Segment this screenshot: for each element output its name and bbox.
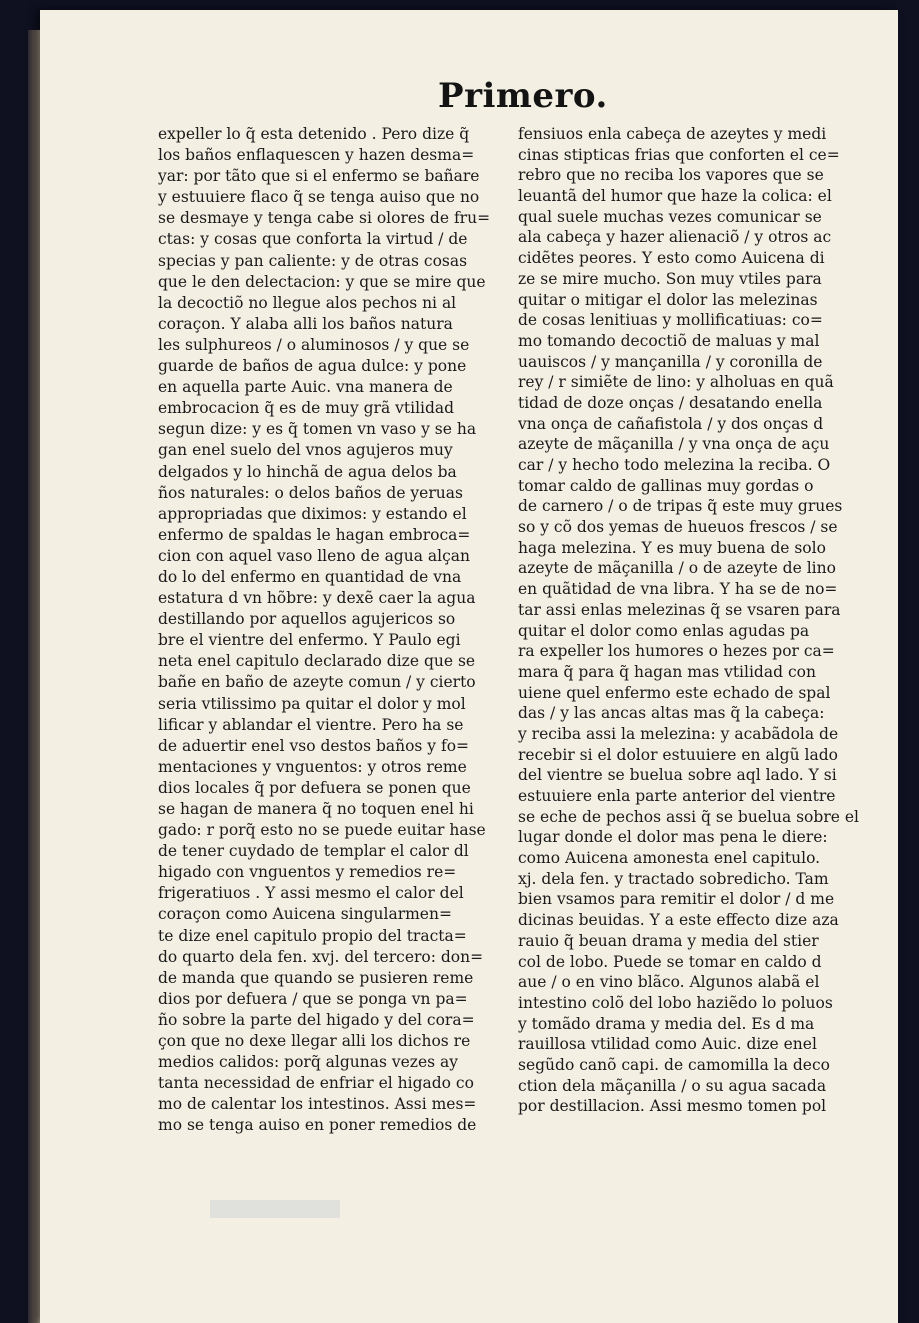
text-line: coraçon como Auicena singularmen= bbox=[158, 905, 452, 924]
text-line: çon que no dexe llegar alli los dichos re bbox=[158, 1032, 471, 1051]
text-line: car / y hecho todo melezina la reciba. O bbox=[518, 456, 831, 474]
text-line: enfermo de spaldas le hagan embroca= bbox=[158, 525, 471, 544]
text-line: embrocacion q̃ es de muy grã vtilidad bbox=[158, 399, 455, 418]
text-line: mara q̃ para q̃ hagan mas vtilidad con bbox=[518, 662, 816, 681]
text-line: en quãtidad de vna libra. Y ha se de no= bbox=[518, 580, 838, 599]
text-line: en aquella parte Auic. vna manera de bbox=[158, 378, 453, 397]
text-line: de manda que quando se pusieren reme bbox=[158, 968, 474, 987]
text-line: los baños enflaquescen y hazen desma= bbox=[158, 146, 475, 165]
text-line: por destillacion. Assi mesmo tomen pol bbox=[518, 1097, 827, 1116]
text-line: appropriadas que diximos: y estando el bbox=[158, 504, 467, 523]
text-line: yar: por tãto que si el enfermo se bañare bbox=[158, 167, 480, 186]
text-line: frigeratiuos . Y assi mesmo el calor del bbox=[158, 884, 464, 903]
text-line: azeyte de mãçanilla / y vna onça de açu bbox=[518, 435, 830, 454]
text-line: del vientre se buelua sobre aql lado. Y si bbox=[518, 766, 837, 785]
text-line: de tener cuydado de templar el calor dl bbox=[158, 842, 469, 861]
text-line: ños naturales: o delos baños de yeruas bbox=[158, 483, 463, 502]
text-line: guarde de baños de agua dulce: y pone bbox=[158, 357, 467, 376]
text-line: lugar donde el dolor mas pena le diere: bbox=[518, 828, 828, 847]
text-line: seria vtilissimo pa quitar el dolor y mol bbox=[158, 694, 466, 713]
text-line: se desmaye y tenga cabe si olores de fru= bbox=[158, 209, 491, 228]
text-line: de cosas lenitiuas y mollificatiuas: co= bbox=[518, 311, 823, 330]
text-line: destillando por aquellos agujericos so bbox=[158, 610, 456, 629]
text-line: lificar y ablandar el vientre. Pero ha se bbox=[158, 715, 464, 734]
text-line: cion con aquel vaso lleno de agua alçan bbox=[158, 546, 470, 565]
text-line: aue / o en vino blãco. Algunos alabã el bbox=[518, 973, 820, 992]
text-line: mentaciones y vnguentos: y otros reme bbox=[158, 757, 467, 776]
text-line: coraçon. Y alaba alli los baños natura bbox=[158, 314, 453, 333]
text-line: tomar caldo de gallinas muy gordas o bbox=[518, 476, 814, 495]
text-line: do lo del enfermo en quantidad de vna bbox=[158, 567, 462, 586]
text-line: fensiuos enla cabeça de azeytes y medi bbox=[518, 125, 827, 143]
text-line: estatura d vn hõbre: y dexẽ caer la agua bbox=[158, 589, 476, 608]
text-line: bre el vientre del enfermo. Y Paulo egi bbox=[158, 631, 461, 650]
text-line: como Auicena amonesta enel capitulo. bbox=[518, 849, 821, 868]
text-line: recebir si el dolor estuuiere en algũ lado bbox=[518, 745, 838, 764]
text-line: specias y pan caliente: y de otras cosas bbox=[158, 251, 468, 270]
text-line: bañe en baño de azeyte comun / y cierto bbox=[158, 673, 476, 692]
text-line: y tomãdo drama y media del. Es d ma bbox=[518, 1014, 815, 1033]
text-line: segun dize: y es q̃ tomen vn vaso y se ha bbox=[158, 420, 477, 439]
text-line: col de lobo. Puede se tomar en caldo d bbox=[518, 952, 822, 971]
text-line: dios por defuera / que se ponga vn pa= bbox=[158, 989, 468, 1008]
text-column-right bbox=[518, 124, 862, 1117]
text-line: se eche de pechos assi q̃ se buelua sobre el bbox=[518, 807, 859, 826]
text-line: de aduertir enel vso destos baños y fo= bbox=[158, 736, 470, 755]
text-line: bien vsamos para remitir el dolor / d me bbox=[518, 890, 835, 909]
text-line: higado con vnguentos y remedios re= bbox=[158, 863, 457, 882]
text-line: tidad de doze onças / desatando enella bbox=[518, 393, 823, 412]
text-line: les sulphureos / o aluminosos / y que se bbox=[158, 335, 470, 354]
text-line: estuuiere enla parte anterior del vientre bbox=[518, 787, 836, 805]
text-line: quitar el dolor como enlas agudas pa bbox=[518, 621, 810, 640]
text-column-left bbox=[158, 124, 498, 1137]
text-line: y reciba assi la melezina: y acabãdola de bbox=[518, 724, 839, 743]
text-line: rauio q̃ beuan drama y media del stier bbox=[518, 931, 819, 950]
text-line: qual suele muchas vezes comunicar se bbox=[518, 207, 822, 226]
text-line: y estuuiere flaco q̃ se tenga auiso que no bbox=[158, 188, 480, 207]
text-line: azeyte de mãçanilla / o de azeyte de lino bbox=[518, 559, 836, 578]
text-line: neta enel capitulo declarado dize que se bbox=[158, 652, 476, 671]
text-line: dicinas beuidas. Y a este effecto dize aza bbox=[518, 911, 839, 930]
text-line: mo de calentar los intestinos. Assi mes= bbox=[158, 1095, 477, 1114]
text-line: so y cõ dos yemas de hueuos frescos / se bbox=[518, 518, 838, 537]
text-line: cidẽtes peores. Y esto como Auicena di bbox=[518, 249, 825, 268]
text-line: de carnero / o de tripas q̃ este muy grues bbox=[518, 497, 843, 516]
show-through-mark bbox=[210, 1200, 340, 1218]
text-line: leuantã del humor que haze la colica: el bbox=[518, 187, 832, 206]
page-header: Primero. bbox=[438, 76, 608, 116]
text-line: gado: r porq̃ esto no se puede euitar hase bbox=[158, 821, 486, 840]
text-line: ction dela mãçanilla / o su agua sacada bbox=[518, 1076, 827, 1095]
text-line: cinas stipticas frias que conforten el ce= bbox=[518, 145, 840, 164]
text-line: que le den delectacion: y que se mire que bbox=[158, 272, 486, 291]
text-line: ze se mire mucho. Son muy vtiles para bbox=[518, 269, 822, 288]
text-line: rauillosa vtilidad como Auic. dize enel bbox=[518, 1035, 817, 1054]
text-line: xj. dela fen. y tractado sobredicho. Tam bbox=[518, 869, 829, 888]
text-line: tanta necessidad de enfriar el higado co bbox=[158, 1074, 474, 1093]
text-line: das / y las ancas altas mas q̃ la cabeça: bbox=[518, 704, 825, 723]
text-line: gan enel suelo del vnos agujeros muy bbox=[158, 441, 453, 460]
text-line: do quarto dela fen. xvj. del tercero: don= bbox=[158, 947, 484, 966]
text-line: intestino colõ del lobo haziẽdo lo poluos bbox=[518, 993, 833, 1012]
text-line: uiene quel enfermo este echado de spal bbox=[518, 683, 831, 702]
text-line: quitar o mitigar el dolor las melezinas bbox=[518, 290, 818, 309]
text-line: se hagan de manera q̃ no toquen enel hi bbox=[158, 800, 474, 818]
text-line: te dize enel capitulo propio del tracta= bbox=[158, 926, 467, 945]
text-line: dios locales q̃ por defuera se ponen que bbox=[158, 778, 471, 797]
text-line: delgados y lo hinchã de agua delos ba bbox=[158, 462, 457, 481]
text-line: la decoctiõ no llegue alos pechos ni al bbox=[158, 293, 457, 312]
text-line: tar assi enlas melezinas q̃ se vsaren para bbox=[518, 600, 841, 619]
text-line: rey / r simiẽte de lino: y alholuas en quã bbox=[518, 373, 834, 392]
text-line: ctas: y cosas que conforta la virtud / de bbox=[158, 230, 468, 249]
text-line: mo tomando decoctiõ de maluas y mal bbox=[518, 331, 820, 350]
text-line: ño sobre la parte del higado y del cora= bbox=[158, 1010, 475, 1029]
text-line: uauiscos / y mançanilla / y coronilla de bbox=[518, 352, 823, 371]
text-line: medios calidos: porq̃ algunas vezes ay bbox=[158, 1053, 459, 1072]
text-line: ra expeller los humores o hezes por ca= bbox=[518, 642, 835, 661]
text-line: rebro que no reciba los vapores que se bbox=[518, 166, 824, 185]
text-line: segũdo canõ capi. de camomilla la deco bbox=[518, 1055, 830, 1074]
text-line: ala cabeça y hazer alienaciõ / y otros ac bbox=[518, 228, 832, 247]
text-line: mo se tenga auiso en poner remedios de bbox=[158, 1116, 477, 1135]
book-page bbox=[40, 10, 898, 1323]
text-line: expeller lo q̃ esta detenido . Pero dize q̃ bbox=[158, 125, 470, 143]
text-line: vna onça de cañafistola / y dos onças d bbox=[518, 414, 824, 433]
text-line: haga melezina. Y es muy buena de solo bbox=[518, 538, 826, 557]
